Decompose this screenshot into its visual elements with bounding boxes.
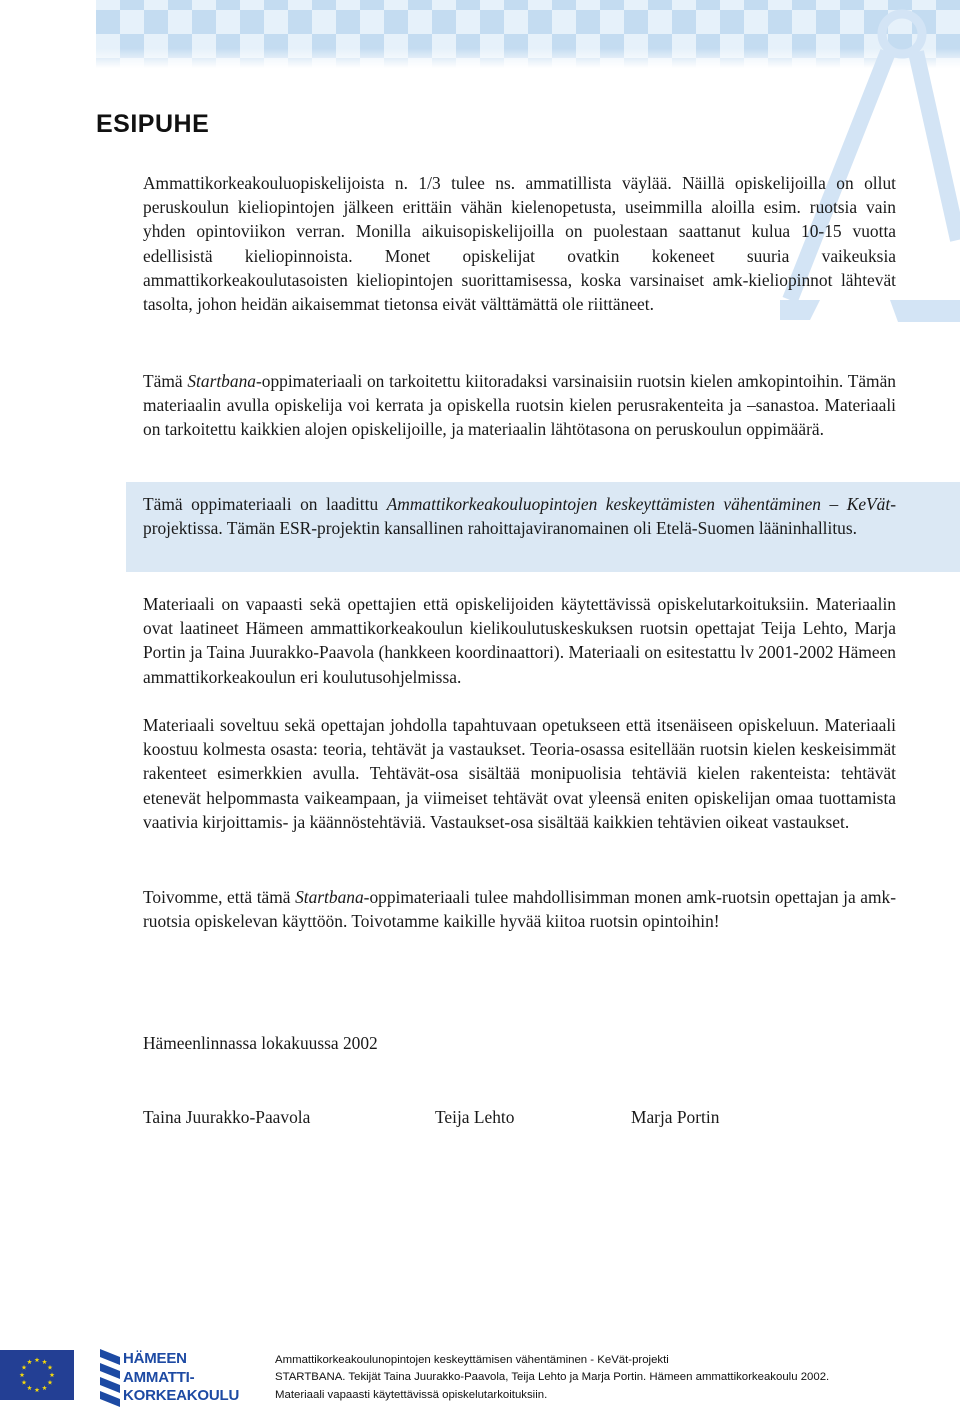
footer-text	[275, 1352, 935, 1404]
logo-line-3: KORKEAKOULU	[123, 1387, 240, 1404]
page-title: ESIPUHE	[96, 110, 210, 138]
logo-line-2: AMMATTI-	[123, 1368, 195, 1386]
text-segment: -projektissa. Tämän ESR-projektin kansallinen rahoittajaviranomainen oli Etelä-Suomen lääninhallitus.	[143, 494, 896, 539]
eu-flag-icon	[0, 1350, 74, 1400]
place-and-date: Hämeenlinnassa lokakuussa 2002	[143, 1033, 378, 1053]
hamk-logo-mark-icon	[96, 1347, 122, 1409]
signature-1: Taina Juurakko-Paavola	[143, 1107, 311, 1127]
footer-line-3: Materiaali vapaasti käytettävissä opiskelutarkoituksiin.	[275, 1388, 548, 1401]
footer-line-1: Ammattikorkeakoulunopintojen keskeyttämisen vähentäminen - KeVät-projekti	[275, 1354, 669, 1366]
closing-paragraph	[143, 885, 896, 933]
title-startbana: Startbana	[295, 887, 364, 907]
signature-3: Marja Portin	[631, 1107, 720, 1127]
hamk-logo	[96, 1347, 240, 1409]
text-segment: -oppimateriaali tulee mahdollisimman monen amk-ruotsin opettajan ja amk-ruotsia opiskelevan käyttöön. Toivotamme kaikille hyvää kiitoa ruotsin opintoihin!	[143, 887, 896, 932]
footer-line-2: STARTBANA. Tekijät Taina Juurakko-Paavola, Teija Lehto ja Marja Portin. Hämeen ammattikorkeakoulu 2002.	[275, 1371, 830, 1384]
hamk-logo-text	[123, 1350, 239, 1406]
text-segment: -oppimateriaali on tarkoitettu kiitoradaksi varsinaisiin ruotsin kielen amkopintoihin. Tämän materiaalin avulla opiskelija voi kerrata ja opiskella ruotsin kielen perusrakenteita ja –sanastoa. Materiaali on tarkoitettu kaikkien alojen opiskelijoille, ja materiaalin lähtötasona on peruskoulun oppimäärä.	[143, 371, 896, 440]
text-segment: Tämä oppimateriaali on laadittu	[143, 494, 387, 514]
signature-2: Teija Lehto	[435, 1107, 515, 1127]
project-name: Ammattikorkeakouluopintojen keskeyttämisten vähentäminen – KeVät	[386, 494, 891, 514]
project-paragraph	[143, 492, 896, 540]
startbana-paragraph	[143, 369, 896, 442]
text-segment: Tämä	[143, 371, 188, 391]
title-startbana: Startbana	[187, 371, 256, 391]
structure-paragraph: Materiaali soveltuu sekä opettajan johdolla tapahtuvaan opetukseen että itsenäiseen opiskeluun. Materiaali koostuu kolmesta osasta: teoria, tehtävät ja vastaukset. Teoria-osassa esitellään ruotsin kielen keskeisimmät rakenteet esimerkkien avulla. Tehtävät-osa sisältää monipuolisia tehtäviä kielen rakenteista: tehtävät etenevät helpommasta vaikeampaan, ja viimeiset tehtävät ovat yleensä eniten opiskelijan omaa tuottamista vaativia kirjoittamis- ja käännöstehtäviä. Vastaukset-osa sisältää kaikkien tehtävien oikeat vastaukset.	[143, 715, 896, 832]
availability-paragraph: Materiaali on vapaasti sekä opettajien että opiskelijoiden käytettävissä opiskelutarkoituksiin. Materiaalin ovat laatineet Hämeen ammattikorkeakoulun kielikoulutuskeskuksen ruotsin opettajat Teija Lehto, Marja Portin ja Taina Juurakko-Paavola (hankkeen koordinaattori). Materiaali on esitestattu lv 2001-2002 Hämeen ammattikorkeakoulun eri koulutusohjelmissa.	[143, 594, 896, 687]
intro-paragraph: Ammattikorkeakouluopiskelijoista n. 1/3 tulee ns. ammatillista väylää. Näillä opiskelijoilla on ollut peruskoulun kieliopintojen jälkeen erittäin vähän kielenopetusta, useimmilla aloilla esim. ruotsia vain yhden opintoviikon verran. Monilla aikuisopiskelijoilla on puolestaan saattanut kulua 10-15 vuotta edellisistä kieliopinnoista. Monet opiskelijat ovatkin kokeneet suuria vaikeuksia ammattikorkeakoulutasoisten kieliopintojen suorittamisessa, koska varsinaiset amk-kieliopinnot lähtevät tasolta, johon heidän aikaisemmat tietonsa eivät välttämättä ole riittäneet.	[143, 173, 896, 315]
logo-line-1: HÄMEEN	[123, 1350, 187, 1367]
text-segment: Toivomme, että tämä	[143, 887, 296, 907]
